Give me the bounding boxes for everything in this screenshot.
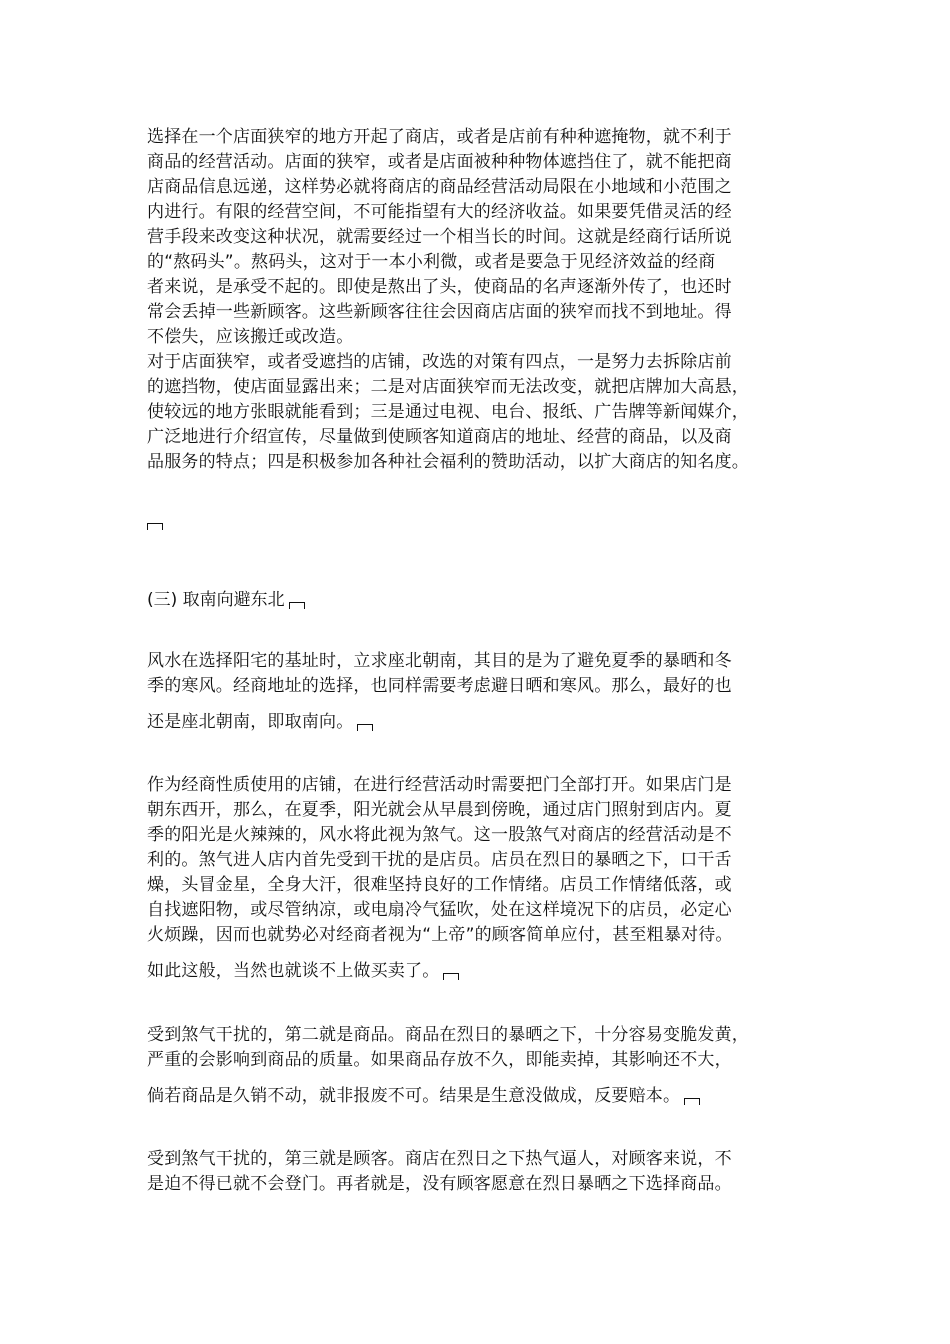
section-heading [147, 588, 305, 613]
text-line: 常会丢掉一些新顾客。这些新顾客往往会因商店店面的狭窄而找不到地址。得 [147, 302, 732, 322]
paragraph-end-mark-icon [289, 602, 305, 609]
text-line: 作为经商性质使用的店铺，在进行经营活动时需要把门全部打开。如果店门是 [147, 775, 732, 795]
paragraph-shop-narrow-frontage [147, 125, 812, 350]
text-line-content: 倘若商品是久销不动，就非报废不可。结果是生意没做成，反要赔本。 [147, 1086, 681, 1106]
text-line: 品服务的特点；四是积极参加各种社会福利的赞助活动，以扩大商店的知名度。 [147, 452, 749, 472]
text-line: 受到煞气干扰的，第二就是商品。商品在烈日的暴晒之下，十分容易变脆发黄， [147, 1025, 749, 1045]
text-line: 内进行。有限的经营空间，不可能指望有大的经济收益。如果要凭借灵活的经 [147, 202, 732, 222]
paragraph-sunlight-affects-staff [147, 773, 812, 984]
text-line: 季的阳光是火辣辣的，风水将此视为煞气。这一股煞气对商店的经营活动是不 [147, 825, 732, 845]
text-line [147, 959, 812, 984]
paragraph-sunlight-affects-goods [147, 1023, 812, 1109]
text-line: 店商品信息远递，这样势必就将商店的商品经营活动局限在小地域和小范围之 [147, 177, 732, 197]
paragraph-end-mark-icon [443, 973, 459, 980]
paragraph-remedy-strategies [147, 350, 812, 475]
paragraph-end-mark-icon [147, 523, 163, 530]
text-line: 商品的经营活动。店面的狭窄，或者是店面被种种物体遮挡住了，就不能把商 [147, 152, 732, 172]
text-line: 火烦躁，因而也就势必对经商者视为“上帝”的顾客简单应付，甚至粗暴对待。 [147, 925, 733, 945]
paragraph-face-south [147, 649, 812, 735]
paragraph-end-mark-icon [684, 1098, 700, 1105]
text-line: 朝东西开，那么，在夏季，阳光就会从早晨到傍晚，通过店门照射到店内。夏 [147, 800, 732, 820]
section-heading-text: (三) 取南向避东北 [147, 590, 285, 610]
text-line: 不偿失，应该搬迁或改造。 [147, 327, 354, 347]
text-line: 燥，头冒金星，全身大汗，很难坚持良好的工作情绪。店员工作情绪低落，或 [147, 875, 732, 895]
paragraph-sunlight-affects-customers [147, 1147, 812, 1197]
text-line: 者来说，是承受不起的。即使是熬出了头，使商品的名声逐渐外传了，也还时 [147, 277, 732, 297]
text-line: 的“熬码头”。熬码头，这对于一本小利微，或者是要急于见经济效益的经商 [147, 252, 716, 272]
paragraph-end-mark-icon [357, 724, 373, 731]
text-line: 使较远的地方张眼就能看到；三是通过电视、电台、报纸、广告牌等新闻媒介， [147, 402, 749, 422]
text-line: 自找遮阳物，或尽管纳凉，或电扇冷气猛吹，处在这样境况下的店员，必定心 [147, 900, 732, 920]
text-line: 受到煞气干扰的，第三就是顾客。商店在烈日之下热气逼人，对顾客来说，不 [147, 1149, 732, 1169]
text-line: 对于店面狭窄，或者受遮挡的店铺，改选的对策有四点，一是努力去拆除店前 [147, 352, 732, 372]
text-line: 的遮挡物，使店面显露出来；二是对店面狭窄而无法改变，就把店牌加大高悬， [147, 377, 749, 397]
text-line: 广泛地进行介绍宣传，尽量做到使顾客知道商店的地址、经营的商品，以及商 [147, 427, 732, 447]
text-line: 严重的会影响到商品的质量。如果商品存放不久，即能卖掉，其影响还不大， [147, 1050, 732, 1070]
text-line [147, 1084, 812, 1109]
text-line: 营手段来改变这种状况，就需要经过一个相当长的时间。这就是经商行话所说 [147, 227, 732, 247]
text-line: 选择在一个店面狭窄的地方开起了商店，或者是店前有种种遮掩物，就不利于 [147, 127, 732, 147]
text-line-content: 如此这般，当然也就谈不上做买卖了。 [147, 961, 440, 981]
text-line-content: 还是座北朝南，即取南向。 [147, 712, 354, 732]
text-line: 风水在选择阳宅的基址时，立求座北朝南，其目的是为了避免夏季的暴晒和冬 [147, 651, 732, 671]
text-line [147, 710, 812, 735]
text-line: 是迫不得已就不会登门。再者就是，没有顾客愿意在烈日暴晒之下选择商品。 [147, 1174, 732, 1194]
text-line: 利的。煞气进人店内首先受到干扰的是店员。店员在烈日的暴晒之下，口干舌 [147, 850, 732, 870]
text-line: 季的寒风。经商地址的选择，也同样需要考虑避日晒和寒风。那么，最好的也 [147, 676, 732, 696]
